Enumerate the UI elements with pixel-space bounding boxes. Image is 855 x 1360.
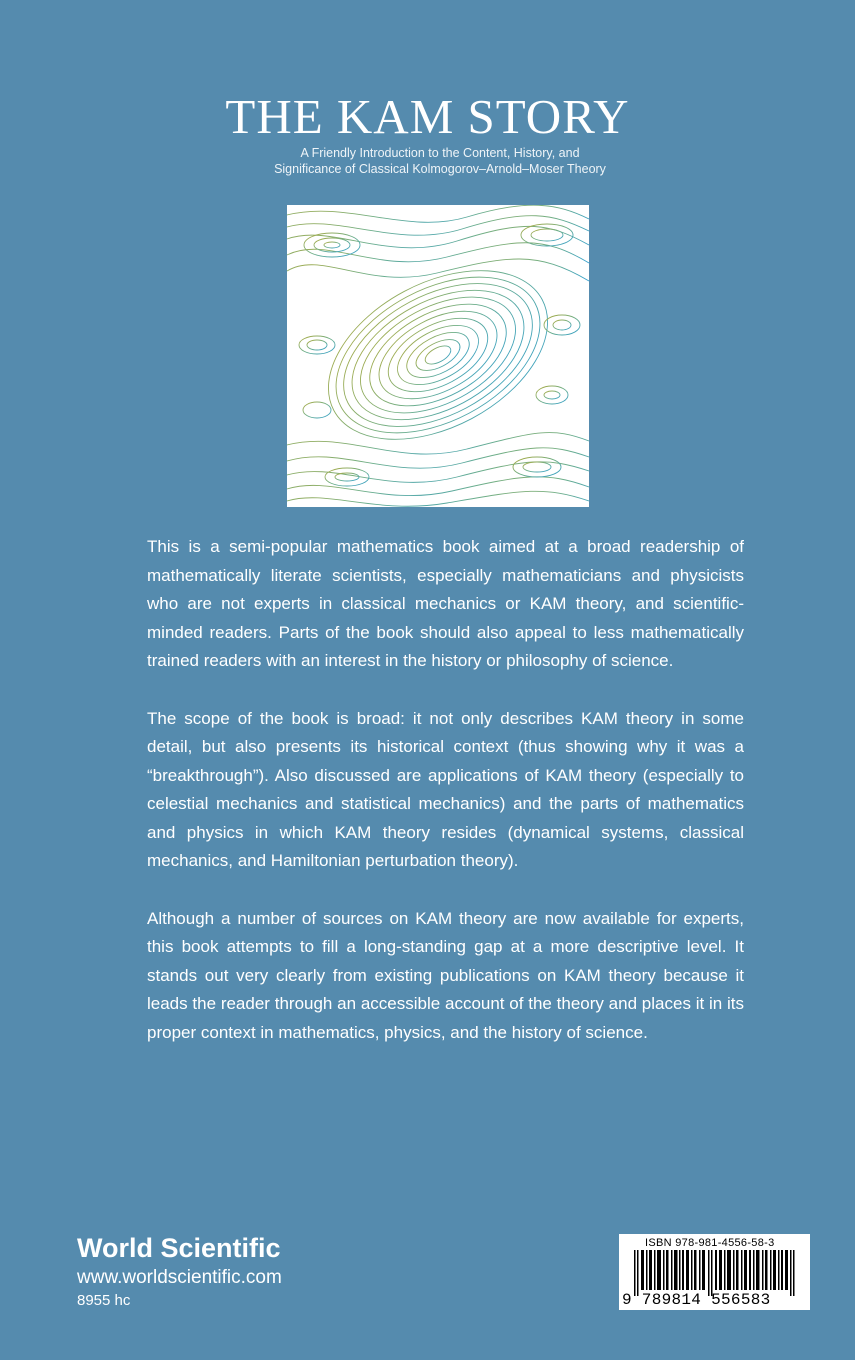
- book-title: THE KAM STORY: [225, 89, 630, 144]
- subtitle-line-1: A Friendly Introduction to the Content, History, and: [300, 146, 580, 160]
- subtitle-line-2: Significance of Classical Kolmogorov–Arnold–Moser Theory: [274, 162, 606, 176]
- isbn-text: ISBN 978-981-4556-58-3: [645, 1237, 775, 1249]
- blurb-paragraph: The scope of the book is broad: it not only describes KAM theory in some detail, but also presents its historical context (thus showing why it was a “breakthrough”). Also discussed are applications of KAM theory (especially to celestial mechanics and statistical mechanics) and the parts of mathematics and physics in which KAM theory resides (dynamical systems, classical mechanics, and Hamiltonian perturbation theory).: [147, 708, 744, 870]
- barcode-digits: 9 789814 556583: [622, 1291, 771, 1309]
- back-cover-blurb: [147, 533, 744, 1076]
- phase-portrait-illustration: [287, 205, 589, 507]
- publisher-name: World Scientific: [77, 1233, 281, 1263]
- blurb-paragraph: This is a semi-popular mathematics book aimed at a broad readership of mathematically literate scientists, especially mathematicians and physicists who are not experts in classical mechanics or KAM theory, and scientific-minded readers. Parts of the book should also appeal to less mathematically trained readers with an interest in the history or philosophy of science.: [147, 537, 744, 670]
- barcode-icon: [622, 1250, 807, 1296]
- catalog-code: 8955 hc: [77, 1292, 131, 1309]
- publisher-block: [77, 1232, 282, 1311]
- book-subtitle: [0, 145, 855, 177]
- blurb-paragraph: Although a number of sources on KAM theory are now available for experts, this book attempts to fill a long-standing gap at a more descriptive level. It stands out very clearly from existing publications on KAM theory because it leads the reader through an accessible account of the theory and places it in its proper context in mathematics, physics, and the history of science.: [147, 908, 744, 1042]
- publisher-url: www.worldscientific.com: [77, 1267, 282, 1288]
- barcode-label: [619, 1234, 810, 1310]
